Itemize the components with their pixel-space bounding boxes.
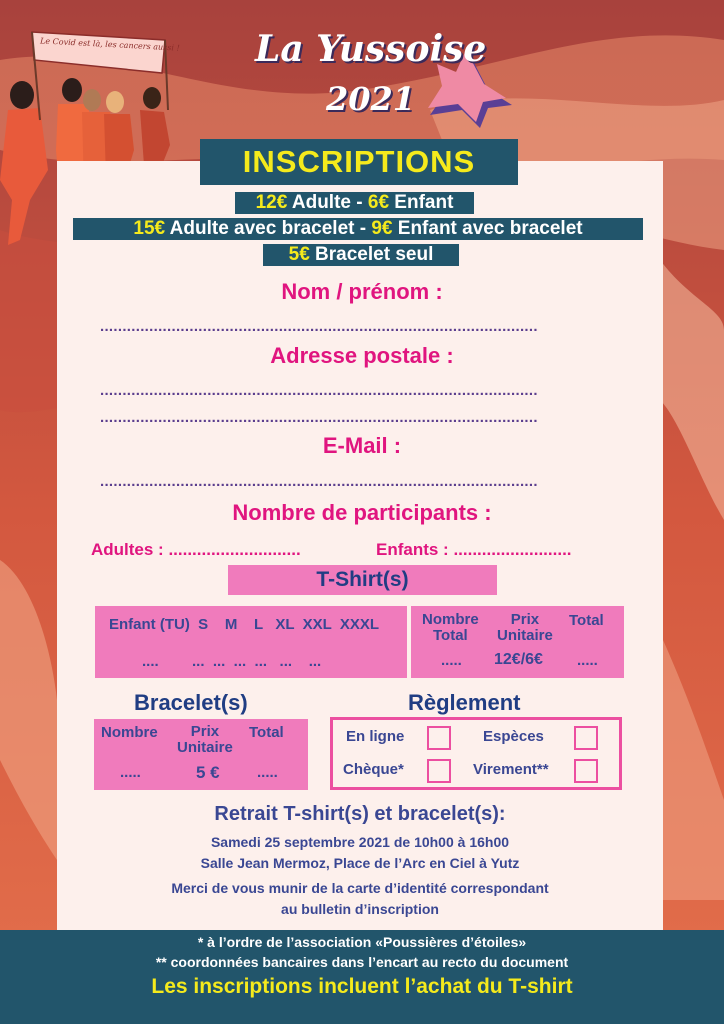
name-field[interactable]: .................................................................................................. [100,318,538,335]
tshirt-unit-price: 12€/6€ [494,651,543,668]
footer-note-1: * à l’ordre de l’association «Poussières d’étoiles» [197,934,527,950]
tshirt-total-dots[interactable]: ..... [577,652,598,669]
bracelet-count-label: Nombre [101,724,158,741]
participants-label: Nombre de participants : [232,500,492,525]
email-label: E-Mail : [322,433,402,458]
payment-transfer-label: Virement** [473,761,549,778]
price-line-2 [73,218,643,240]
payment-cash-label: Espèces [483,728,544,745]
pickup-place: Salle Jean Mermoz, Place de l’Arc en Ciel à Yutz [200,855,520,871]
bracelet-total-label: Total [249,724,284,741]
tshirt-unit-label: Prix Unitaire [497,611,553,644]
bracelet-unit-price: 5 € [196,763,220,782]
event-name: La Yussoise [255,28,487,70]
banner-text: Le Covid est là, les cancers aussi ! [39,36,180,53]
bracelet-heading: Bracelet(s) [134,690,248,715]
price-adult: 12€ [255,192,288,213]
price-line-3 [263,244,459,266]
payment-check-checkbox[interactable] [427,759,451,783]
payment-heading: Règlement [408,690,521,715]
price-child: 6€ [367,192,390,213]
payment-cash-checkbox[interactable] [574,726,598,750]
payment-check-label: Chèque* [343,761,404,778]
address-field-2[interactable]: .................................................................................................. [100,409,538,426]
children-field[interactable]: Enfants : ......................... [376,540,572,559]
bracelet-total-dots[interactable]: ..... [257,764,278,781]
tshirt-count-label: Nombre Total [422,611,479,644]
pickup-note-2: au bulletin d’inscription [281,901,439,917]
footer-note-2: ** coordonnées bancaires dans l’encart au recto du document [155,954,569,970]
bracelet-unit-label: Prix Unitaire [177,723,233,756]
payment-transfer-checkbox[interactable] [574,759,598,783]
price-child-bracelet-label: Enfant avec bracelet [392,218,583,239]
tshirt-heading: T-Shirt(s) [228,565,497,595]
price-line-1 [235,192,474,214]
price-bracelet: 5€ [288,244,310,265]
address-field-1[interactable]: .................................................................................................. [100,382,538,399]
pickup-date: Samedi 25 septembre 2021 de 10h00 à 16h00 [210,834,510,850]
bracelet-count-dots[interactable]: ..... [120,764,141,781]
price-adult-bracelet-label: Adulte avec bracelet - [165,218,372,239]
adults-field[interactable]: Adultes : ............................ [91,540,301,559]
payment-online-label: En ligne [346,728,405,745]
event-year: 2021 [326,80,416,118]
tshirt-count-dots[interactable]: ..... [441,652,462,669]
pickup-heading: Retrait T-shirt(s) et bracelet(s): [214,803,506,825]
price-bracelet-label: Bracelet seul [309,244,434,265]
payment-online-checkbox[interactable] [427,726,451,750]
name-label: Nom / prénom : [281,279,443,304]
footer [0,930,724,1024]
pickup-note-1: Merci de vous munir de la carte d’identité correspondant [171,880,549,896]
address-label: Adresse postale : [270,343,454,368]
tshirt-total-label: Total [569,612,604,629]
price-adult-bracelet: 15€ [133,218,166,239]
footer-highlight: Les inscriptions incluent l’achat du T-shirt [151,975,573,998]
email-field[interactable]: .................................................................................................. [100,473,538,490]
tshirt-sizes-label: Enfant (TU) S M L XL XXL XXXL [109,616,380,633]
price-child-bracelet: 9€ [371,218,393,239]
tshirt-sizes-dots[interactable]: .... ... ... ... ... ... ... [142,653,322,670]
page-title: INSCRIPTIONS [200,139,518,185]
price-child-label: Enfant [389,192,454,213]
price-adult-label: Adulte - [287,192,368,213]
